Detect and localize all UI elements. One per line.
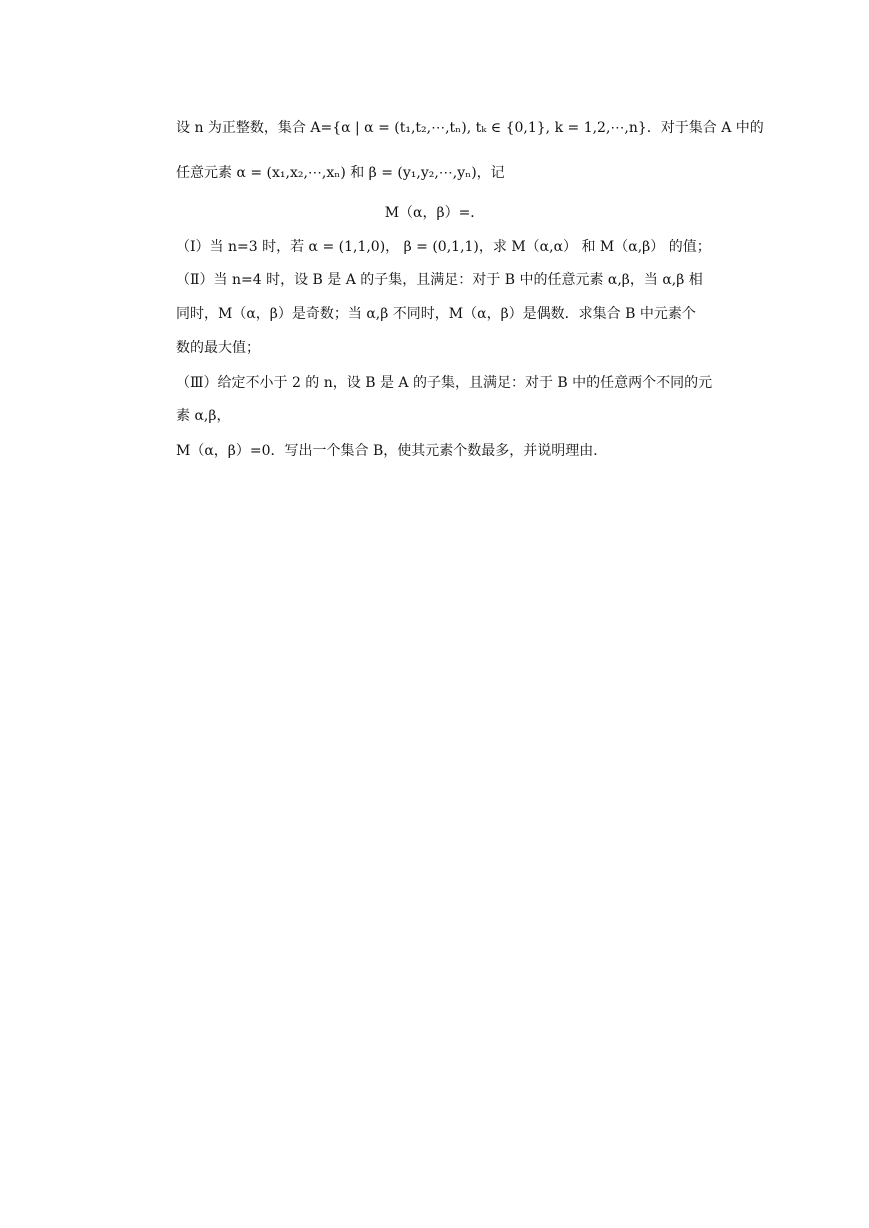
problem-part-2-line-3: 数的最大值； <box>176 340 260 356</box>
problem-part-2-line-2: 同时，M（α，β）是奇数；当 α,β 不同时，M（α，β）是偶数．求集合 B 中元素个 <box>176 306 696 322</box>
problem-part-1: （Ⅰ）当 n=3 时，若 α = (1,1,0)， β = (0,1,1)，求 M（α,α） 和 M（α,β） 的值； <box>176 239 711 255</box>
problem-line-2: 任意元素 α = (x₁,x₂,⋯,xₙ) 和 β = (y₁,y₂,⋯,yₙ)，记 <box>176 165 505 181</box>
problem-part-3-line-1: （Ⅲ）给定不小于 2 的 n，设 B 是 A 的子集，且满足：对于 B 中的任意两个不同的元 <box>176 375 713 391</box>
problem-formula-line: M（α，β）=． <box>384 205 485 221</box>
problem-part-2-line-1: （Ⅱ）当 n=4 时，设 B 是 A 的子集，且满足：对于 B 中的任意元素 α,β，当 α,β 相 <box>176 272 703 288</box>
problem-part-3-line-2: 素 α,β， <box>176 408 231 424</box>
problem-line-1: 设 n 为正整数，集合 A={α | α = (t₁,t₂,⋯,tₙ), tₖ ∈ {0,1}, k = 1,2,⋯,n}．对于集合 A 中的 <box>176 120 764 136</box>
problem-part-3-line-3: M（α，β）=0．写出一个集合 B，使其元素个数最多，并说明理由． <box>176 443 608 459</box>
